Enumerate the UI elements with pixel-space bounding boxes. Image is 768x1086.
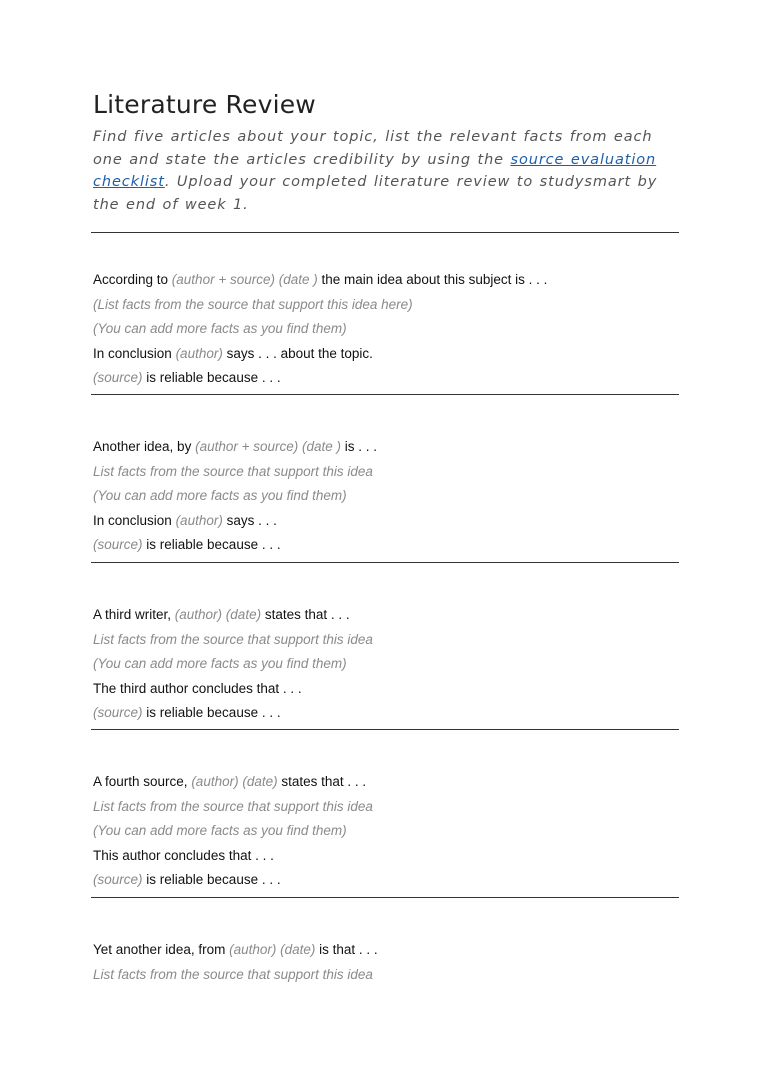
main-idea-text-end: the main idea about this subject is . . . <box>317 272 548 287</box>
conclusion-line: The third author concludes that . . . <box>93 680 302 696</box>
conclusion-text-end: says . . . about the topic. <box>222 345 373 361</box>
main-idea-text: Another idea, by <box>93 439 196 454</box>
divider <box>91 232 679 233</box>
facts-placeholder: List facts from the source that support this idea <box>93 966 373 982</box>
facts-placeholder: List facts from the source that support this idea <box>93 463 373 479</box>
reliability-line <box>93 533 683 558</box>
facts-placeholder: List facts from the source that support this idea <box>93 798 373 814</box>
instructions-paragraph <box>93 126 683 216</box>
review-section-1 <box>93 268 683 391</box>
main-idea-text-end: is . . . <box>341 439 378 454</box>
divider <box>91 897 679 898</box>
more-facts-placeholder: (You can add more facts as you find them) <box>93 488 347 503</box>
facts-placeholder: (List facts from the source that support this idea here) <box>93 296 413 312</box>
divider <box>91 562 679 563</box>
review-section-5 <box>93 938 683 987</box>
reliability-line <box>93 868 683 893</box>
main-idea-text: A third writer, <box>93 607 175 622</box>
more-facts-placeholder: (You can add more facts as you find them) <box>93 321 347 336</box>
source-placeholder: (source) <box>93 537 143 552</box>
review-section-3 <box>93 603 683 726</box>
page-title: Literature Review <box>93 90 316 119</box>
facts-placeholder: List facts from the source that support this idea <box>93 631 373 647</box>
source-placeholder: (source) <box>93 370 143 385</box>
conclusion-line <box>93 509 683 534</box>
review-section-2 <box>93 435 683 558</box>
main-idea-text: A fourth source, <box>93 774 192 789</box>
reliability-text: is reliable because . . . <box>142 872 281 887</box>
instructions-text-start: Find five articles about your topic, list the relevant facts from each one and state the articles credibility by using the <box>93 129 653 168</box>
author-date-placeholder: (author) (date) <box>191 774 278 789</box>
main-idea-text: According to <box>93 272 172 287</box>
conclusion-text: In conclusion <box>93 512 176 528</box>
main-idea-text-end: is that . . . <box>315 942 378 957</box>
reliability-line <box>93 701 683 726</box>
author-placeholder: (author) <box>175 512 223 528</box>
source-placeholder: (source) <box>93 705 143 720</box>
divider <box>91 394 679 395</box>
reliability-text: is reliable because . . . <box>142 370 281 385</box>
author-source-placeholder: (author + source) (date ) <box>195 439 342 454</box>
main-idea-line <box>93 435 683 460</box>
main-idea-line <box>93 268 683 293</box>
main-idea-line <box>93 938 683 963</box>
main-idea-text: Yet another idea, from <box>93 942 230 957</box>
main-idea-text-end: states that . . . <box>261 607 350 622</box>
review-section-4 <box>93 770 683 893</box>
instructions-text-end: . Upload your completed literature review to studysmart by the end of week 1. <box>93 174 658 213</box>
source-evaluation-checklist-link[interactable]: source evaluation checklist <box>93 151 657 190</box>
author-date-placeholder: (author) (date) <box>174 607 262 622</box>
main-idea-line <box>93 603 683 628</box>
source-placeholder: (source) <box>93 872 143 887</box>
conclusion-text: In conclusion <box>93 345 176 361</box>
author-date-placeholder: (author) (date) <box>229 942 316 957</box>
conclusion-text-end: says . . . <box>222 512 277 528</box>
author-placeholder: (author) <box>175 345 223 361</box>
main-idea-line <box>93 770 683 795</box>
reliability-line <box>93 366 683 391</box>
more-facts-placeholder: (You can add more facts as you find them) <box>93 823 347 838</box>
reliability-text: is reliable because . . . <box>142 537 281 552</box>
divider <box>91 729 679 730</box>
main-idea-text-end: states that . . . <box>277 774 367 789</box>
conclusion-line: This author concludes that . . . <box>93 847 274 863</box>
conclusion-line <box>93 342 683 367</box>
author-source-placeholder: (author + source) (date ) <box>171 272 318 287</box>
more-facts-placeholder: (You can add more facts as you find them) <box>93 656 347 671</box>
reliability-text: is reliable because . . . <box>142 705 281 720</box>
